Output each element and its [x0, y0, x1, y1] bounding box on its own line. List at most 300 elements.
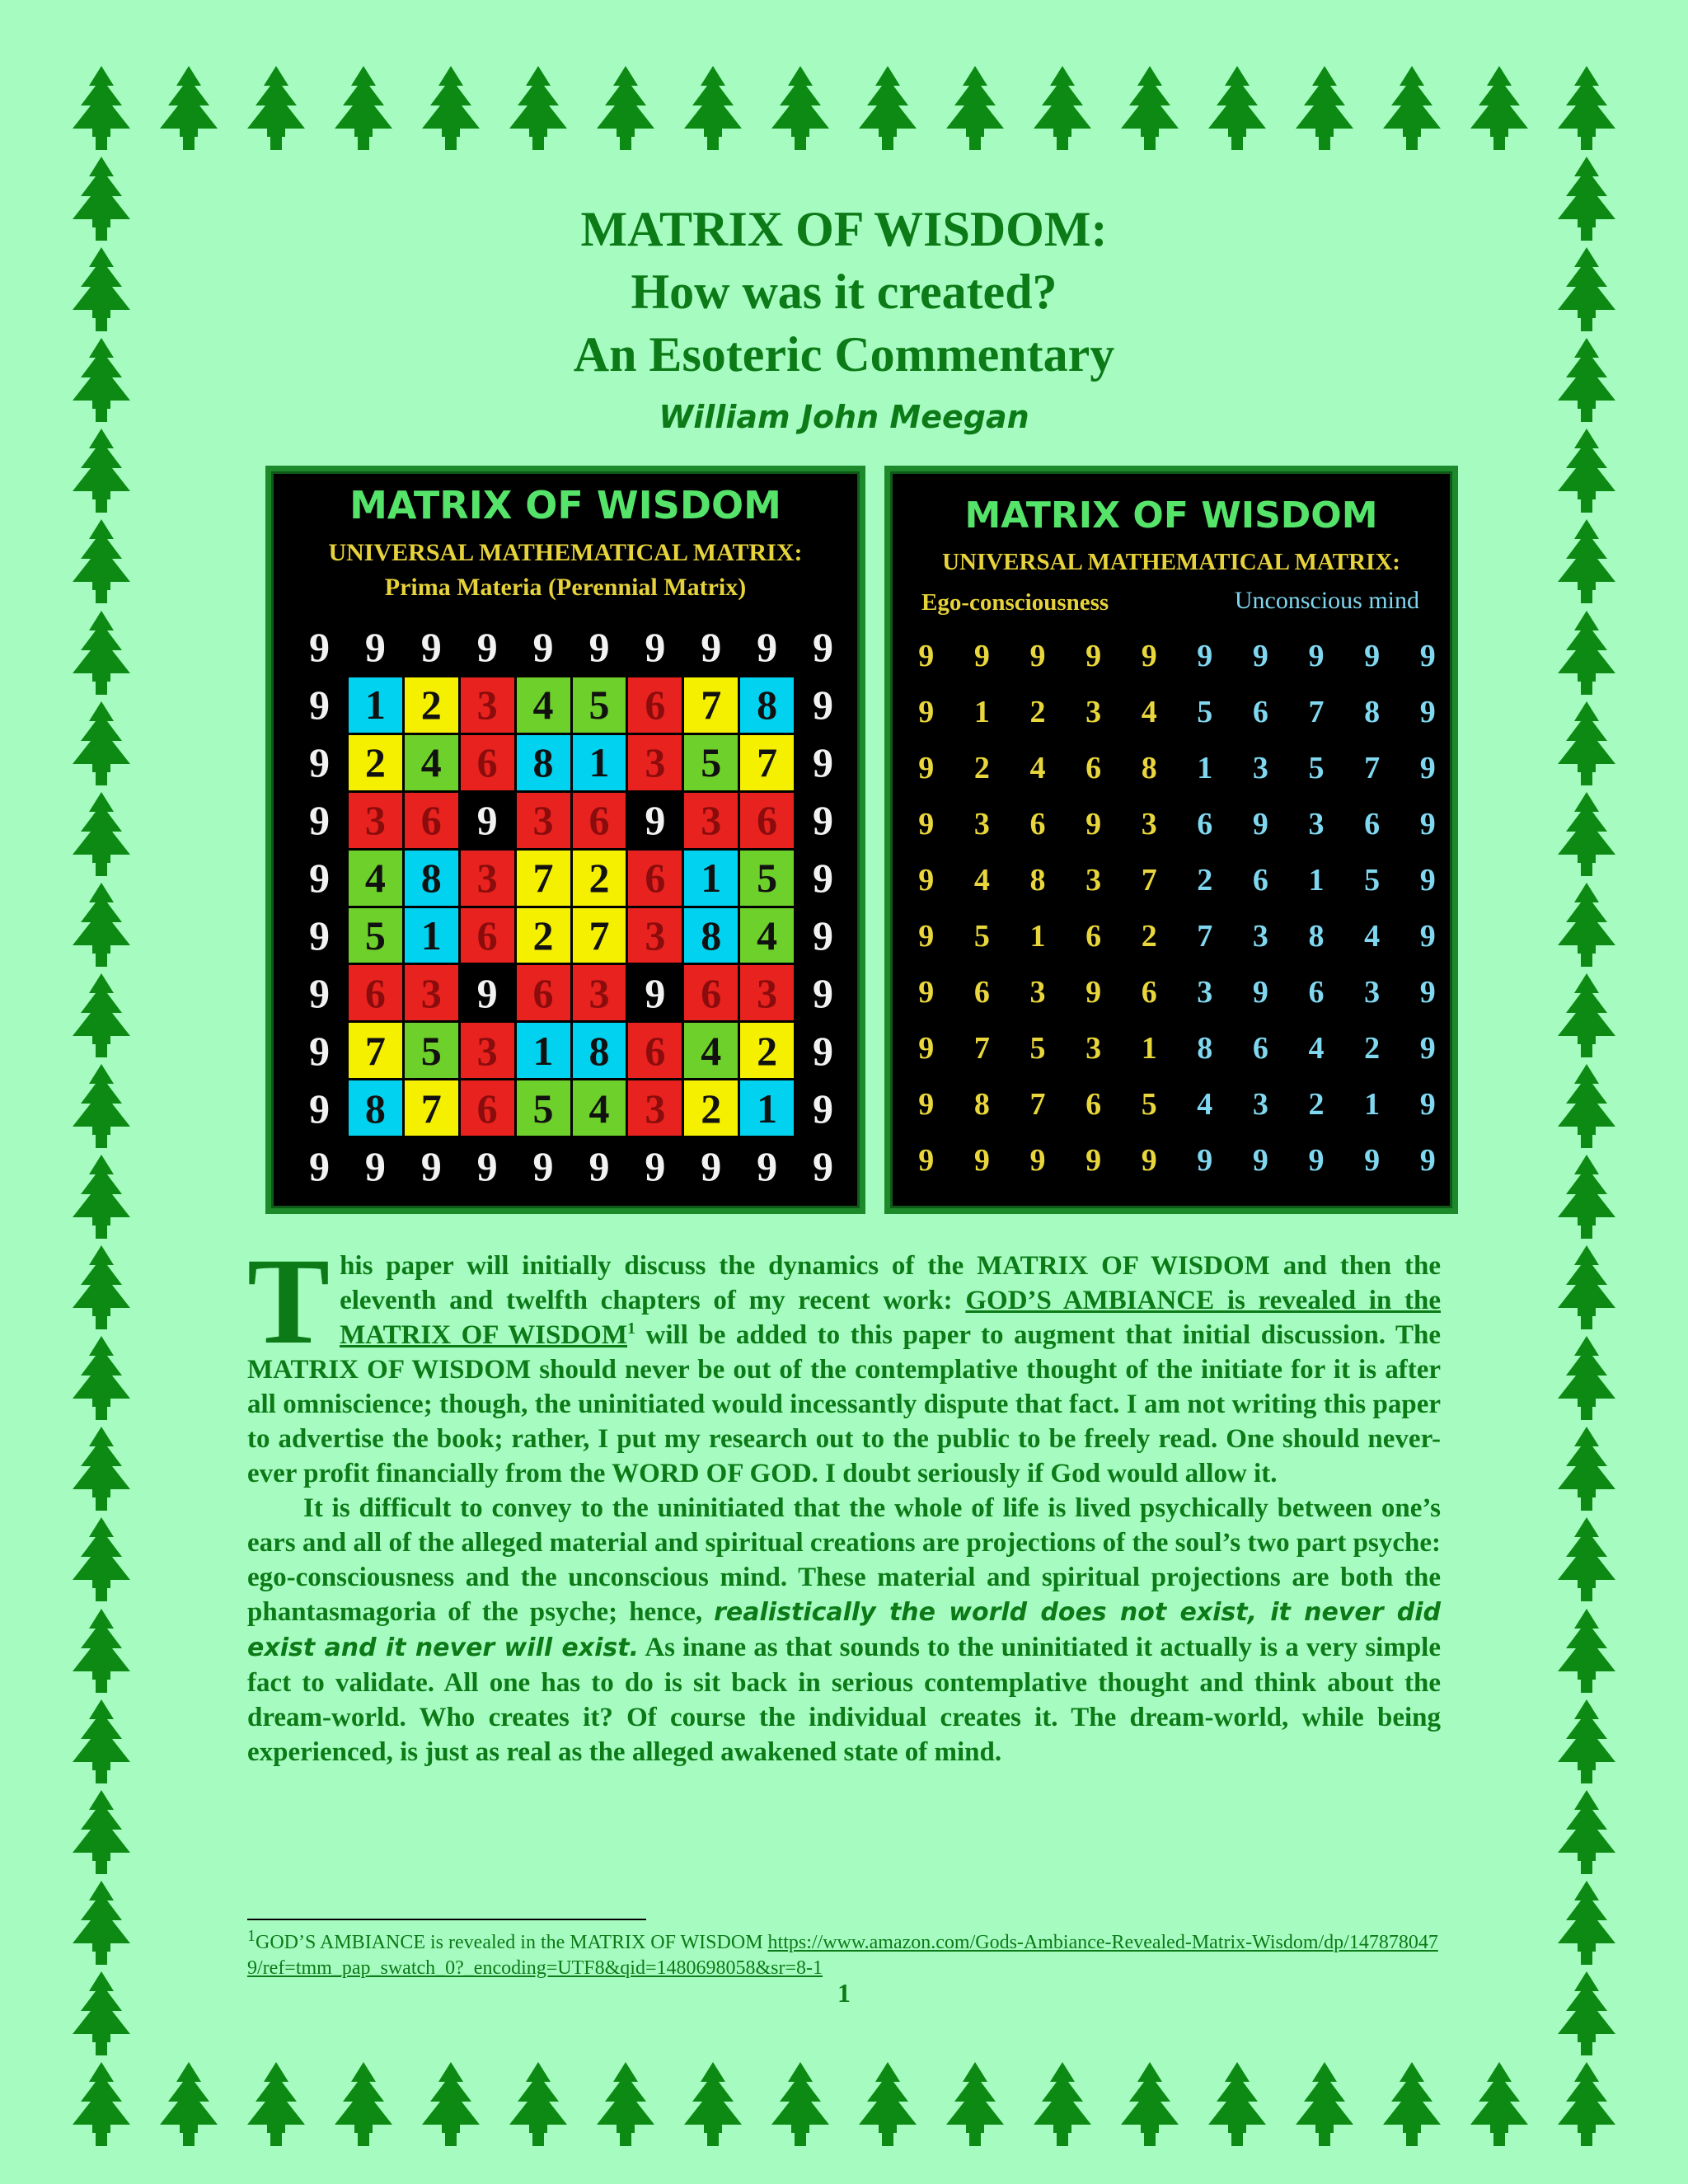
matrix-cell: 9 — [1197, 639, 1213, 673]
matrix-cell: 4 — [1029, 751, 1046, 785]
matrix-cell: 9 — [796, 677, 850, 733]
matrix-cell: 9 — [918, 919, 935, 954]
matrix-cell: 1 — [349, 677, 402, 733]
matrix-cell: 9 — [918, 1087, 935, 1122]
matrix-cell: 2 — [1308, 1087, 1325, 1122]
matrix-cell: 9 — [918, 695, 935, 729]
matrix-cell: 7 — [349, 1023, 402, 1078]
matrix-cell: 2 — [1029, 695, 1046, 729]
matrix-cell: 9 — [1419, 975, 1436, 1010]
matrix-cell: 4 — [405, 735, 458, 790]
matrix-cell: 3 — [1029, 975, 1046, 1010]
matrix-cell: 3 — [1197, 975, 1213, 1010]
tree-icon — [64, 155, 138, 246]
p2-emphasis: realistically the world does not exist, it never did exist and it never will exist. — [247, 1598, 1441, 1662]
matrix-cell: 3 — [461, 851, 514, 906]
matrix-cell: 9 — [517, 1138, 570, 1193]
tree-icon — [1550, 2060, 1624, 2151]
title-line-2: How was it created? — [631, 265, 1057, 319]
tree-icon — [851, 64, 925, 155]
matrix-cell: 4 — [1364, 919, 1381, 954]
matrix-cell: 7 — [1029, 1087, 1046, 1122]
tree-icon — [64, 1607, 138, 1698]
matrix-cell: 7 — [405, 1080, 458, 1136]
matrix-cell: 8 — [1308, 919, 1325, 954]
matrix-cell: 9 — [740, 620, 794, 675]
tree-icon — [64, 1062, 138, 1153]
matrix-cell: 7 — [573, 908, 626, 963]
matrix-cell: 9 — [918, 1031, 935, 1066]
tree-icon — [1550, 518, 1624, 608]
footnote-divider — [247, 1919, 646, 1920]
paragraph-2 — [247, 1491, 1441, 1769]
matrix-cell: 9 — [796, 851, 850, 906]
matrix-cell: 4 — [684, 1023, 738, 1078]
left-panel-title: MATRIX OF WISDOM — [349, 483, 781, 527]
matrix-cell: 9 — [293, 965, 346, 1020]
tree-icon — [1287, 2060, 1362, 2151]
matrix-cell: 9 — [1308, 639, 1325, 673]
tree-icon — [326, 64, 401, 155]
right-panel-title: MATRIX OF WISDOM — [964, 494, 1378, 537]
tree-icon — [239, 64, 313, 155]
matrix-cell: 9 — [1029, 639, 1046, 673]
matrix-cell: 8 — [740, 677, 794, 733]
matrix-cell: 5 — [517, 1080, 570, 1136]
left-number-grid — [293, 620, 850, 1193]
matrix-cell: 3 — [1364, 975, 1381, 1010]
matrix-cell: 9 — [918, 1143, 935, 1178]
tree-icon — [501, 2060, 575, 2151]
footnote-mark: 1 — [247, 1927, 256, 1945]
tree-icon — [1550, 881, 1624, 972]
matrix-cell: 8 — [1364, 695, 1381, 729]
matrix-cell: 1 — [684, 851, 738, 906]
matrix-cell: 5 — [684, 735, 738, 790]
tree-icon — [851, 2060, 925, 2151]
matrix-cell: 6 — [628, 851, 682, 906]
matrix-cell: 3 — [1085, 863, 1102, 898]
matrix-cell: 7 — [740, 735, 794, 790]
tree-icon — [763, 64, 837, 155]
tree-icon — [1375, 2060, 1449, 2151]
matrix-cell: 9 — [461, 1138, 514, 1193]
matrix-cell: 6 — [517, 965, 570, 1020]
matrix-cell: 2 — [1364, 1031, 1381, 1066]
tree-icon — [1550, 790, 1624, 881]
matrix-cell: 9 — [1364, 1143, 1381, 1178]
matrix-cell: 9 — [973, 639, 990, 673]
matrix-cell: 9 — [796, 1080, 850, 1136]
tree-icon — [1550, 427, 1624, 518]
matrix-cell: 4 — [349, 851, 402, 906]
matrix-cell: 9 — [918, 639, 935, 673]
matrix-cell: 2 — [973, 751, 990, 785]
tree-icon — [1287, 64, 1362, 155]
matrix-cell: 9 — [1085, 1143, 1102, 1178]
right-number-grid — [898, 628, 1456, 1188]
matrix-cell: 3 — [517, 793, 570, 848]
matrix-cell: 9 — [293, 735, 346, 790]
matrix-cell: 7 — [1308, 695, 1325, 729]
matrix-cell: 9 — [461, 793, 514, 848]
tree-icon — [64, 427, 138, 518]
matrix-cell: 3 — [973, 807, 990, 841]
matrix-cell: 7 — [517, 851, 570, 906]
tree-icon — [64, 1698, 138, 1788]
matrix-cell: 9 — [293, 851, 346, 906]
author-name: William John Meegan — [659, 399, 1029, 435]
matrix-cell: 9 — [918, 751, 935, 785]
matrix-cell: 5 — [405, 1023, 458, 1078]
matrix-cell: 2 — [349, 735, 402, 790]
tree-icon — [64, 972, 138, 1062]
matrix-cell: 1 — [973, 695, 990, 729]
tree-icon — [1550, 1153, 1624, 1244]
matrix-cell: 9 — [405, 620, 458, 675]
matrix-cell: 2 — [517, 908, 570, 963]
matrix-cell: 8 — [517, 735, 570, 790]
matrix-cell: 3 — [628, 735, 682, 790]
matrix-cell: 7 — [1364, 751, 1381, 785]
p1-text-a: his paper will initially discuss the dynamics of the MATRIX OF WISDOM and then the eleventh and twelfth chapters of my recent work: — [340, 1251, 1441, 1315]
matrix-cell: 6 — [1085, 1087, 1102, 1122]
matrix-cell: 9 — [918, 863, 935, 898]
matrix-cell: 5 — [1197, 695, 1213, 729]
unconscious-mind-label: Unconscious mind — [1234, 587, 1419, 614]
matrix-cell: 6 — [1252, 695, 1268, 729]
matrix-cell: 9 — [1197, 1143, 1213, 1178]
tree-icon — [1550, 972, 1624, 1062]
matrix-cell: 1 — [1364, 1087, 1381, 1122]
matrix-cell: 9 — [1419, 919, 1436, 954]
matrix-cell: 5 — [973, 919, 990, 954]
page-title — [247, 198, 1441, 386]
tree-icon — [1550, 1607, 1624, 1698]
matrix-cell: 3 — [1252, 751, 1268, 785]
matrix-cell: 9 — [628, 1138, 682, 1193]
matrix-cell: 9 — [293, 1138, 346, 1193]
matrix-cell: 5 — [349, 908, 402, 963]
left-panel-subtitle: UNIVERSAL MATHEMATICAL MATRIX: — [328, 539, 803, 566]
tree-icon — [1550, 1879, 1624, 1970]
matrix-cell: 9 — [684, 620, 738, 675]
matrix-cell: 8 — [573, 1023, 626, 1078]
matrix-cell: 1 — [405, 908, 458, 963]
tree-icon — [1375, 64, 1449, 155]
tree-icon — [1550, 246, 1624, 336]
matrix-cell: 9 — [628, 965, 682, 1020]
tree-icon — [64, 1879, 138, 1970]
matrix-cell: 6 — [461, 735, 514, 790]
matrix-cell: 7 — [973, 1031, 990, 1066]
matrix-cell: 8 — [1141, 751, 1157, 785]
tree-icon — [64, 518, 138, 608]
p1-text-b: will be added to this paper to augment that initial discussion. The MATRIX OF WISDOM should never be out of the contemplative thought of the initiate for it is after all omniscience; though, the uninitiated would incessantly dispute that fact. I am not writing this paper to advertise the book; rather, I put my research out to the public to be freely read. One should never-ever profit financially from the WORD OF GOD. I doubt seriously if God would allow it. — [247, 1320, 1441, 1488]
tree-icon — [1550, 700, 1624, 790]
tree-icon — [1025, 64, 1100, 155]
matrix-cell: 8 — [1197, 1031, 1213, 1066]
tree-icon — [938, 64, 1012, 155]
matrix-cell: 9 — [1364, 639, 1381, 673]
matrix-cell: 6 — [1308, 975, 1325, 1010]
matrix-cell: 3 — [1085, 695, 1102, 729]
tree-icon — [1550, 1425, 1624, 1516]
matrix-cell: 9 — [293, 1080, 346, 1136]
tree-icon — [64, 881, 138, 972]
tree-icon — [1550, 1244, 1624, 1334]
matrix-cell: 4 — [740, 908, 794, 963]
matrix-cell: 6 — [461, 1080, 514, 1136]
tree-icon — [64, 790, 138, 881]
tree-icon — [1550, 1062, 1624, 1153]
book-title-link[interactable]: GOD’S AMBIANCE is revealed in the MATRIX OF WISDOM — [340, 1286, 1442, 1350]
matrix-cell: 9 — [293, 677, 346, 733]
matrix-cell: 8 — [405, 851, 458, 906]
ego-unconscious-matrix-image — [884, 466, 1458, 1214]
footnote-url-link[interactable]: https://www.amazon.com/Gods-Ambiance-Revealed-Matrix-Wisdom/dp/1478780479/ref=tmm_pap_swatch_0?_encoding=UTF8&qid=1480698058&sr=8-1 — [247, 1932, 1438, 1979]
matrix-cell: 9 — [349, 620, 402, 675]
matrix-cell: 1 — [573, 735, 626, 790]
matrix-cell: 1 — [1308, 863, 1325, 898]
matrix-cell: 3 — [1141, 807, 1157, 841]
matrix-cell: 9 — [1085, 639, 1102, 673]
matrix-cell: 5 — [740, 851, 794, 906]
tree-icon — [676, 2060, 750, 2151]
matrix-cell: 9 — [573, 620, 626, 675]
matrix-cell: 9 — [628, 620, 682, 675]
matrix-cell: 9 — [1419, 695, 1436, 729]
tree-icon — [1200, 64, 1274, 155]
matrix-cell: 9 — [628, 793, 682, 848]
tree-icon — [64, 246, 138, 336]
matrix-cell: 2 — [405, 677, 458, 733]
prima-materia-matrix-image — [265, 466, 865, 1214]
matrix-cell: 6 — [628, 1023, 682, 1078]
matrix-cell: 4 — [1141, 695, 1157, 729]
tree-icon — [501, 64, 575, 155]
matrix-cell: 6 — [684, 965, 738, 1020]
matrix-cell: 6 — [1029, 807, 1046, 841]
tree-icon — [1462, 2060, 1536, 2151]
matrix-cell: 6 — [405, 793, 458, 848]
tree-icon — [676, 64, 750, 155]
page-number: 1 — [837, 1978, 851, 2008]
tree-icon — [152, 2060, 226, 2151]
matrix-cell: 8 — [973, 1087, 990, 1122]
tree-icon — [414, 64, 488, 155]
tree-icon — [64, 64, 138, 155]
tree-icon — [1550, 64, 1624, 155]
matrix-cell: 9 — [1419, 1143, 1436, 1178]
matrix-cell: 9 — [1419, 751, 1436, 785]
tree-icon — [1113, 64, 1187, 155]
tree-icon — [414, 2060, 488, 2151]
tree-icon — [64, 1788, 138, 1879]
matrix-cell: 1 — [740, 1080, 794, 1136]
tree-icon — [326, 2060, 401, 2151]
tree-icon — [152, 64, 226, 155]
matrix-cell: 9 — [1029, 1143, 1046, 1178]
matrix-cell: 3 — [405, 965, 458, 1020]
matrix-cell: 7 — [1141, 863, 1157, 898]
matrix-cell: 3 — [1308, 807, 1325, 841]
matrix-cell: 1 — [517, 1023, 570, 1078]
matrix-cell: 9 — [1419, 1031, 1436, 1066]
tree-icon — [64, 1334, 138, 1425]
matrix-cell: 9 — [1419, 1087, 1436, 1122]
matrix-cell: 2 — [1197, 863, 1213, 898]
tree-icon — [588, 64, 663, 155]
matrix-cell: 1 — [1197, 751, 1213, 785]
matrix-cell: 7 — [1197, 919, 1213, 954]
title-line-1: MATRIX OF WISDOM: — [580, 202, 1108, 256]
p2-text-a: It is difficult to convey to the uninitiated that the whole of life is lived psychically between one’s ears and all of the alleged material and spiritual creations are projections of the soul’s two part psyche: ego-consciousness and the unconscious mind. These material and spiritual projections are both the phantasmagoria of the psyche; hence, — [247, 1493, 1441, 1627]
matrix-cell: 9 — [740, 1138, 794, 1193]
matrix-cell: 6 — [1252, 1031, 1268, 1066]
tree-icon — [1550, 609, 1624, 700]
matrix-cell: 3 — [740, 965, 794, 1020]
tree-icon — [1200, 2060, 1274, 2151]
matrix-cell: 9 — [796, 793, 850, 848]
matrix-cell: 3 — [628, 908, 682, 963]
matrix-cell: 4 — [1308, 1031, 1325, 1066]
matrix-cell: 3 — [1252, 1087, 1268, 1122]
matrix-cell: 9 — [918, 975, 935, 1010]
tree-icon — [1462, 64, 1536, 155]
matrix-cell: 9 — [684, 1138, 738, 1193]
matrix-cell: 9 — [573, 1138, 626, 1193]
matrix-cell: 6 — [1085, 919, 1102, 954]
matrix-cell: 9 — [796, 735, 850, 790]
matrix-cell: 9 — [461, 620, 514, 675]
tree-icon — [1550, 336, 1624, 427]
tree-icon — [938, 2060, 1012, 2151]
matrix-cell: 3 — [628, 1080, 682, 1136]
tree-icon — [64, 2060, 138, 2151]
matrix-cell: 9 — [796, 620, 850, 675]
matrix-cell: 9 — [1252, 1143, 1268, 1178]
drop-cap: T — [247, 1233, 331, 1370]
matrix-cell: 9 — [293, 1023, 346, 1078]
matrix-cell: 9 — [1419, 807, 1436, 841]
footnote-text: GOD’S AMBIANCE is revealed in the MATRIX OF WISDOM — [256, 1932, 768, 1953]
matrix-cell: 9 — [293, 620, 346, 675]
tree-icon — [1550, 1334, 1624, 1425]
matrix-cell: 6 — [461, 908, 514, 963]
matrix-cell: 6 — [1197, 807, 1213, 841]
matrix-cell: 6 — [1141, 975, 1157, 1010]
matrix-cell: 9 — [1141, 1143, 1157, 1178]
tree-icon — [64, 1425, 138, 1516]
matrix-cell: 6 — [573, 793, 626, 848]
tree-icon — [763, 2060, 837, 2151]
matrix-cell: 2 — [684, 1080, 738, 1136]
matrix-cell: 1 — [1141, 1031, 1157, 1066]
matrix-cell: 9 — [1085, 975, 1102, 1010]
matrix-cell: 3 — [1252, 919, 1268, 954]
matrix-cell: 9 — [796, 908, 850, 963]
matrix-cell: 6 — [1364, 807, 1381, 841]
matrix-cell: 9 — [293, 908, 346, 963]
matrix-cell: 9 — [293, 793, 346, 848]
matrix-cell: 6 — [1252, 863, 1268, 898]
matrix-cell: 9 — [1141, 639, 1157, 673]
matrix-cell: 9 — [517, 620, 570, 675]
tree-icon — [239, 2060, 313, 2151]
tree-icon — [64, 1153, 138, 1244]
paragraph-1 — [247, 1233, 1442, 1491]
matrix-cell: 2 — [1141, 919, 1157, 954]
matrix-cell: 3 — [349, 793, 402, 848]
matrix-cell: 9 — [1085, 807, 1102, 841]
matrix-cell: 9 — [1252, 975, 1268, 1010]
matrix-cell: 2 — [573, 851, 626, 906]
tree-icon — [588, 2060, 663, 2151]
matrix-cell: 3 — [1085, 1031, 1102, 1066]
matrix-cell: 9 — [796, 1023, 850, 1078]
tree-icon — [1550, 1698, 1624, 1788]
matrix-cell: 9 — [405, 1138, 458, 1193]
left-panel-caption: Prima Materia (Perennial Matrix) — [384, 574, 747, 601]
title-line-3: An Esoteric Commentary — [573, 327, 1115, 382]
matrix-cell: 5 — [573, 677, 626, 733]
matrix-cell: 1 — [1029, 919, 1046, 954]
tree-icon — [64, 336, 138, 427]
tree-icon — [64, 700, 138, 790]
matrix-cell: 4 — [973, 863, 990, 898]
matrix-cell: 6 — [1085, 751, 1102, 785]
matrix-cell: 6 — [628, 677, 682, 733]
tree-icon — [1113, 2060, 1187, 2151]
matrix-cell: 8 — [684, 908, 738, 963]
tree-icon — [1550, 1516, 1624, 1606]
matrix-cell: 6 — [973, 975, 990, 1010]
matrix-cell: 9 — [1252, 807, 1268, 841]
matrix-cell: 3 — [461, 1023, 514, 1078]
tree-icon — [1550, 1788, 1624, 1879]
tree-icon — [64, 1244, 138, 1334]
matrix-cell: 9 — [1419, 639, 1436, 673]
matrix-cell: 9 — [1419, 863, 1436, 898]
matrix-cell: 3 — [461, 677, 514, 733]
matrix-cell: 7 — [684, 677, 738, 733]
matrix-cell: 6 — [740, 793, 794, 848]
tree-icon — [1550, 155, 1624, 246]
footnote — [247, 1927, 1441, 1981]
matrix-cell: 9 — [796, 965, 850, 1020]
footnote-ref[interactable]: 1 — [627, 1319, 636, 1338]
matrix-cell: 9 — [1252, 639, 1268, 673]
tree-icon — [1025, 2060, 1100, 2151]
matrix-cell: 4 — [517, 677, 570, 733]
matrix-cell: 9 — [461, 965, 514, 1020]
matrix-cell: 2 — [740, 1023, 794, 1078]
matrix-cell: 9 — [918, 807, 935, 841]
matrix-cell: 3 — [684, 793, 738, 848]
body-text — [247, 1233, 1442, 1769]
matrix-cell: 8 — [1029, 863, 1046, 898]
matrix-cell: 4 — [573, 1080, 626, 1136]
tree-icon — [64, 609, 138, 700]
right-panel-subtitle: UNIVERSAL MATHEMATICAL MATRIX: — [942, 549, 1400, 575]
ego-consciousness-label: Ego-consciousness — [921, 589, 1109, 616]
matrix-cell: 5 — [1141, 1087, 1157, 1122]
matrix-cell: 4 — [1197, 1087, 1213, 1122]
matrix-cell: 5 — [1364, 863, 1381, 898]
matrix-cell: 5 — [1308, 751, 1325, 785]
tree-icon — [64, 1516, 138, 1606]
